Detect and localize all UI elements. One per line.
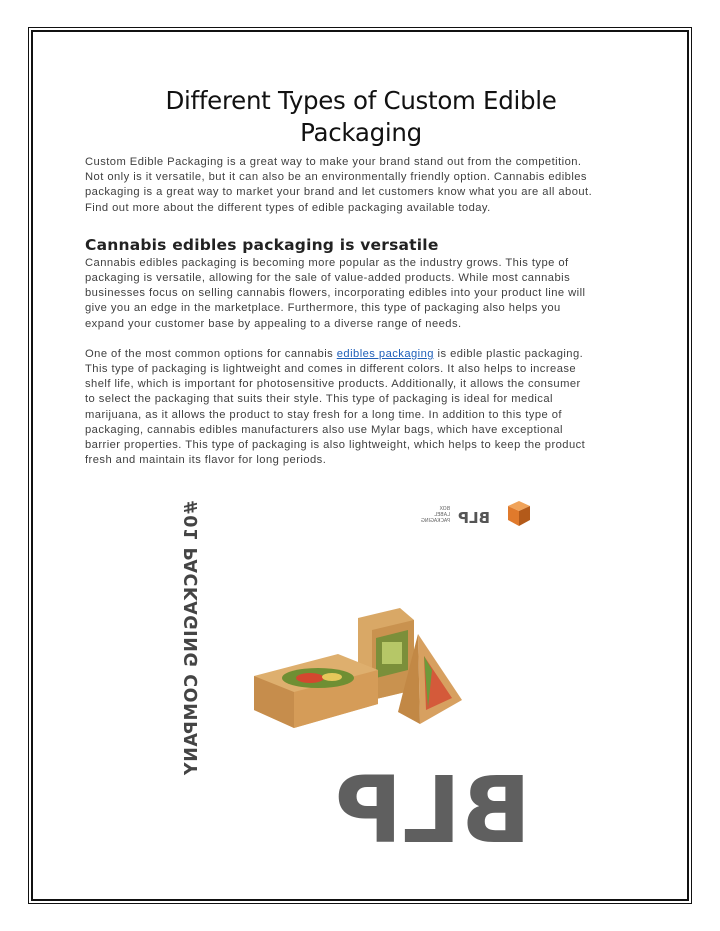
blp-large-logo bbox=[330, 757, 535, 864]
intro-line: Not only is it versatile, but it can also be an environmentally friendly option. Cannabis edibles bbox=[85, 171, 587, 184]
paragraph-line: businesses focus on selling cannabis flowers, incorporating edibles into your product line will bbox=[85, 287, 586, 300]
paragraph-line-with-link bbox=[85, 347, 637, 362]
title-line-2: Packaging bbox=[300, 118, 422, 147]
paragraph-line: packaging, cannabis edibles manufacturers also use Mylar bags, which have exceptional bbox=[85, 423, 563, 436]
page-title bbox=[85, 85, 637, 149]
title-line-1: Different Types of Custom Edible bbox=[165, 86, 557, 115]
paragraph-line: give you an edge in the marketplace. Furthermore, this type of packaging also helps you bbox=[85, 302, 561, 315]
brand-small-text bbox=[421, 506, 490, 527]
paragraph-text: is edible plastic packaging. bbox=[433, 347, 584, 360]
brand-mark-text: BLP bbox=[458, 509, 490, 527]
paragraph-line: barrier properties. This type of packaging is also lightweight, which helps to keep the product bbox=[85, 439, 586, 452]
edibles-packaging-link[interactable]: edibles packaging bbox=[336, 347, 434, 360]
paragraph-line: This type of packaging is lightweight and comes in different colors. It also helps to increase bbox=[85, 363, 577, 376]
paragraph-line: expand your customer base by appealing to a diverse range of needs. bbox=[85, 317, 462, 330]
intro-paragraph bbox=[85, 155, 637, 216]
paragraph-line: shelf life, which is important for photosensitive products. Additionally, it allows the consumer bbox=[85, 378, 581, 391]
brand-small-line: PACKAGING bbox=[420, 518, 450, 524]
brand-cube-icon bbox=[508, 501, 530, 526]
paragraph-line: packaging is versatile, allowing for the sale of value-added products. While most cannabis bbox=[85, 272, 571, 285]
intro-line: Custom Edible Packaging is a great way to make your brand stand out from the competition. bbox=[85, 156, 582, 168]
brand-small-line: BOX bbox=[439, 506, 450, 512]
document-body bbox=[85, 85, 637, 468]
section-heading: Cannabis edibles packaging is versatile bbox=[85, 235, 439, 254]
vertical-brand-text-label: #01 PACKAGING COMPANY bbox=[182, 500, 202, 776]
brand-small-line: LABEL bbox=[434, 512, 450, 518]
section-paragraph-1 bbox=[85, 256, 637, 332]
product-photo-boxes bbox=[248, 600, 470, 740]
paragraph-line: fresh and maintain its flavor for long periods. bbox=[85, 454, 327, 467]
paragraph-line: Cannabis edibles packaging is becoming more popular as the industry grows. This type of bbox=[85, 256, 569, 269]
brand-logo-small bbox=[422, 498, 532, 534]
vertical-brand-text bbox=[182, 500, 212, 840]
blp-large-logo-text: BLP bbox=[334, 757, 532, 864]
paragraph-line: marijuana, as it allows the product to stay fresh for a long time. In addition to this type of bbox=[85, 408, 562, 421]
section-paragraph-2 bbox=[85, 347, 637, 469]
intro-line: packaging is a great way to market your brand and let customers know what you are all about. bbox=[85, 186, 593, 199]
paragraph-line: to select the packaging that suits their style. This type of packaging is ideal for medical bbox=[85, 393, 553, 406]
intro-line: Find out more about the different types of edible packaging available today. bbox=[85, 201, 491, 214]
paragraph-text: One of the most common options for cannabis bbox=[85, 347, 337, 360]
